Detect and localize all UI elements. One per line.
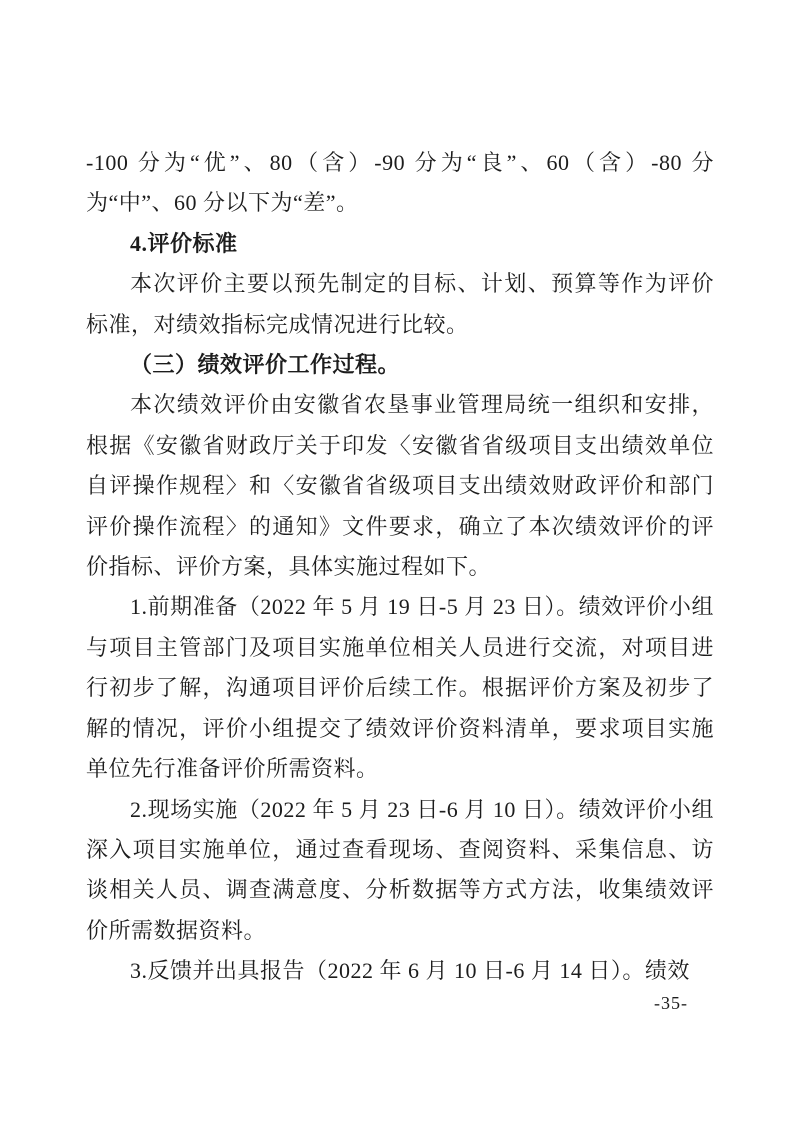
page-content <box>86 143 714 992</box>
paragraph-evaluation-criteria-body: 本次评价主要以预先制定的目标、计划、预算等作为评价标准，对绩效指标完成情况进行比较。 <box>86 271 714 337</box>
paragraph-organization-and-basis: 本次绩效评价由安徽省农垦事业管理局统一组织和安排，根据《安徽省财政厅关于印发〈安徽省省级项目支出绩效单位自评操作规程〉和〈安徽省省级项目支出绩效财政评价和部门评价操作流程〉的通知》文件要求，确立了本次绩效评价的评价指标、评价方案，具体实施过程如下。 <box>86 392 714 580</box>
paragraph-grade-scale-continuation: -100 分为“优”、80（含）-90 分为“良”、60（含）-80 分为“中”、60 分以下为“差”。 <box>86 150 714 216</box>
heading-evaluation-criteria: 4.评价标准 <box>130 230 238 256</box>
page-number: -35- <box>654 993 688 1013</box>
paragraph-step3-feedback-report: 3.反馈并出具报告（2022 年 6 月 10 日-6 月 14 日）。绩效 <box>130 958 690 984</box>
heading-evaluation-work-process: （三）绩效评价工作过程。 <box>130 352 401 378</box>
paragraph-step2-onsite-implementation: 2.现场实施（2022 年 5 月 23 日-6 月 10 日）。绩效评价小组深入项目实施单位，通过查看现场、查阅资料、采集信息、访谈相关人员、调查满意度、分析数据等方式方法，收集绩效评价所需数据资料。 <box>86 796 714 943</box>
paragraph-step1-preparation: 1.前期准备（2022 年 5 月 19 日-5 月 23 日）。绩效评价小组与项目主管部门及项目实施单位相关人员进行交流，对项目进行初步了解，沟通项目评价后续工作。根据评价方案及初步了解的情况，评价小组提交了绩效评价资料清单，要求项目实施单位先行准备评价所需资料。 <box>86 594 714 782</box>
